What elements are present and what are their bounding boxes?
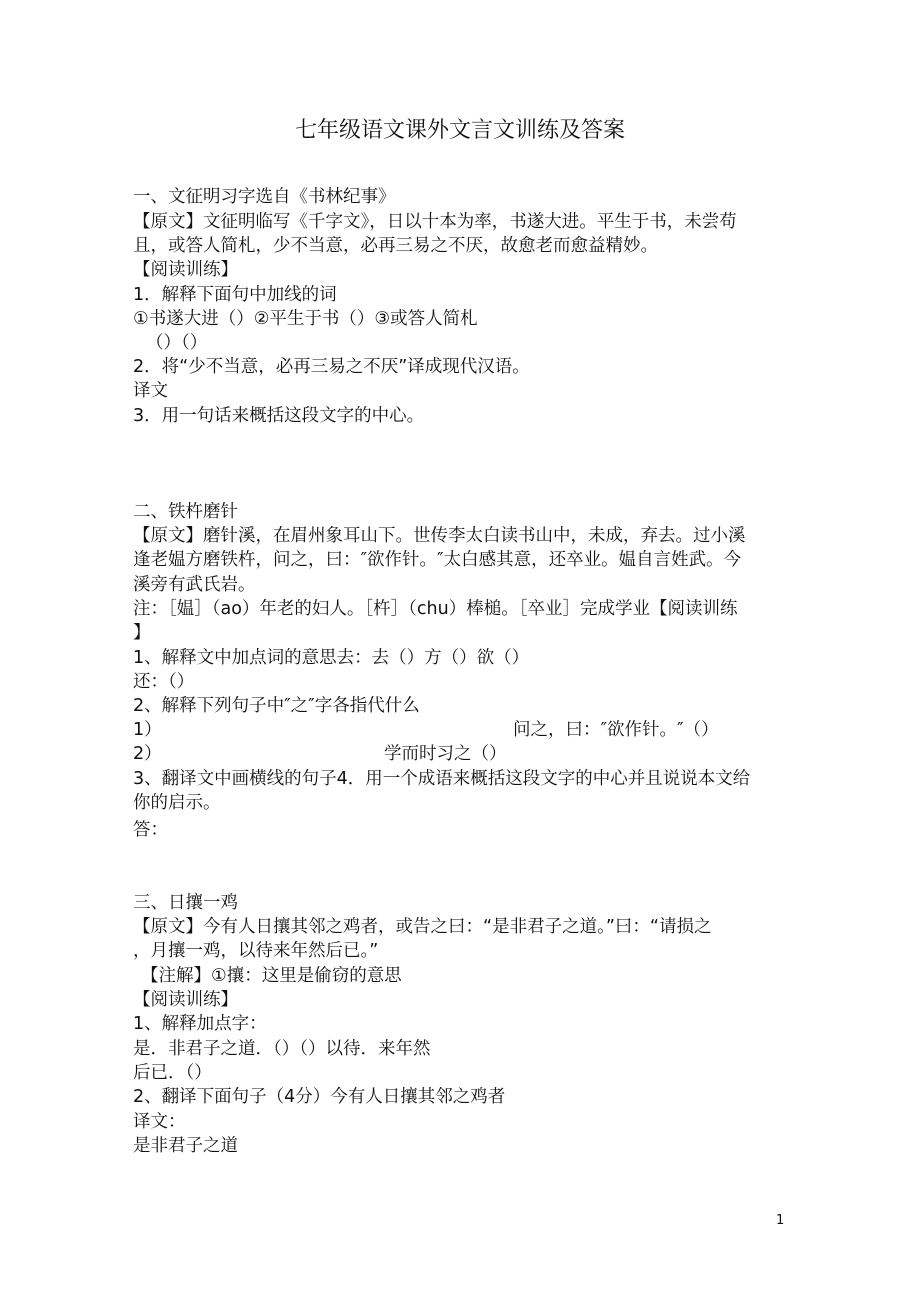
section-1-exercise-heading: 【阅读训练】 — [133, 260, 238, 280]
section-2-original-text: 【原文】磨针溪，在眉州象耳山下。世传李太白读书山中，未成，弃去。过小溪 — [133, 526, 746, 546]
section-2-question-4-cont: 你的启示。 — [133, 793, 221, 813]
section-2-answer-label: 答： — [133, 820, 168, 840]
section-2-original-text-cont: 逢老媪方磨铁杵，问之，曰：″欲作针。″太白感其意，还卒业。媪自言姓武。今 — [133, 550, 742, 570]
section-2-question-2-item-2-label: 2） — [133, 744, 162, 764]
section-2-notes-cont: 】 — [133, 623, 151, 643]
section-3-exercise-heading: 【阅读训练】 — [133, 990, 238, 1010]
section-2-question-1-cont: 还：（） — [133, 672, 195, 692]
section-2-question-2-item-2-text: 学而时习之（） — [384, 744, 507, 764]
section-3-question-2-item: 是非君子之道 — [133, 1136, 238, 1156]
section-2-question-2-item-1-label: 1） — [133, 720, 162, 740]
section-1-translation-label: 译文 — [133, 381, 168, 401]
section-1-heading: 一、文征明习字选自《书林纪事》 — [133, 187, 396, 207]
section-2-question-3-4: 3、翻译文中画横线的句子4．用一个成语来概括这段文字的中心并且说说本文给 — [133, 769, 751, 789]
section-1-question-1-blanks: （）（） — [146, 333, 208, 353]
section-2-question-1: 1、解释文中加点词的意思去：去（）方（）欲（） — [133, 648, 530, 668]
section-2-heading: 二、铁杵磨针 — [133, 502, 238, 522]
section-1-question-3: 3．用一句话来概括这段文字的中心。 — [133, 406, 425, 426]
section-1-original-text-cont: 且，或答人简札，少不当意，必再三易之不厌，故愈老而愈益精妙。 — [133, 236, 658, 256]
section-3-question-2: 2、翻译下面句子（4分）今有人日攘其邻之鸡者 — [133, 1087, 506, 1107]
page-number: 1 — [776, 1213, 785, 1228]
section-3-question-1-items-cont: 后已．（） — [133, 1063, 212, 1083]
section-2-question-2-item-1-text: 问之，曰：″欲作针。″（） — [513, 720, 719, 740]
document-title: 七年级语文课外文言文训练及答案 — [294, 118, 625, 143]
section-3-heading: 三、日攘一鸡 — [133, 893, 238, 913]
section-2-question-2: 2、解释下列句子中″之″字各指代什么 — [133, 696, 420, 716]
section-3-translation-label: 译文： — [133, 1112, 186, 1132]
section-3-question-1-items: 是．非君子之道．（）（）以待．来年然 — [133, 1039, 431, 1059]
section-3-original-text: 【原文】今有人日攘其邻之鸡者，或告之曰：“是非君子之道。”曰：“请损之 — [133, 917, 712, 937]
section-2-notes: 注：［媪］（ao）年老的妇人。［杵］（chu）棒槌。［卒业］完成学业【阅读训练 — [133, 599, 738, 619]
section-1-original-text: 【原文】文征明临写《千字文》，日以十本为率，书遂大进。平生于书，未尝苟 — [133, 212, 737, 232]
section-2-original-text-end: 溪旁有武氏岩。 — [133, 575, 256, 595]
section-3-question-1: 1、解释加点字： — [133, 1014, 267, 1034]
section-3-original-text-cont: ，月攘一鸡，以待来年然后已。” — [133, 941, 379, 961]
section-1-question-1: 1．解释下面句中加线的词 — [133, 285, 337, 305]
section-1-question-1-items: ①书遂大进（）②平生于书（）③或答人简札 — [133, 309, 478, 329]
section-1-question-2: 2．将“少不当意，必再三易之不厌”译成现代汉语。 — [133, 357, 530, 377]
section-3-annotation: 【注解】①攘：这里是偷窃的意思 — [141, 966, 402, 986]
